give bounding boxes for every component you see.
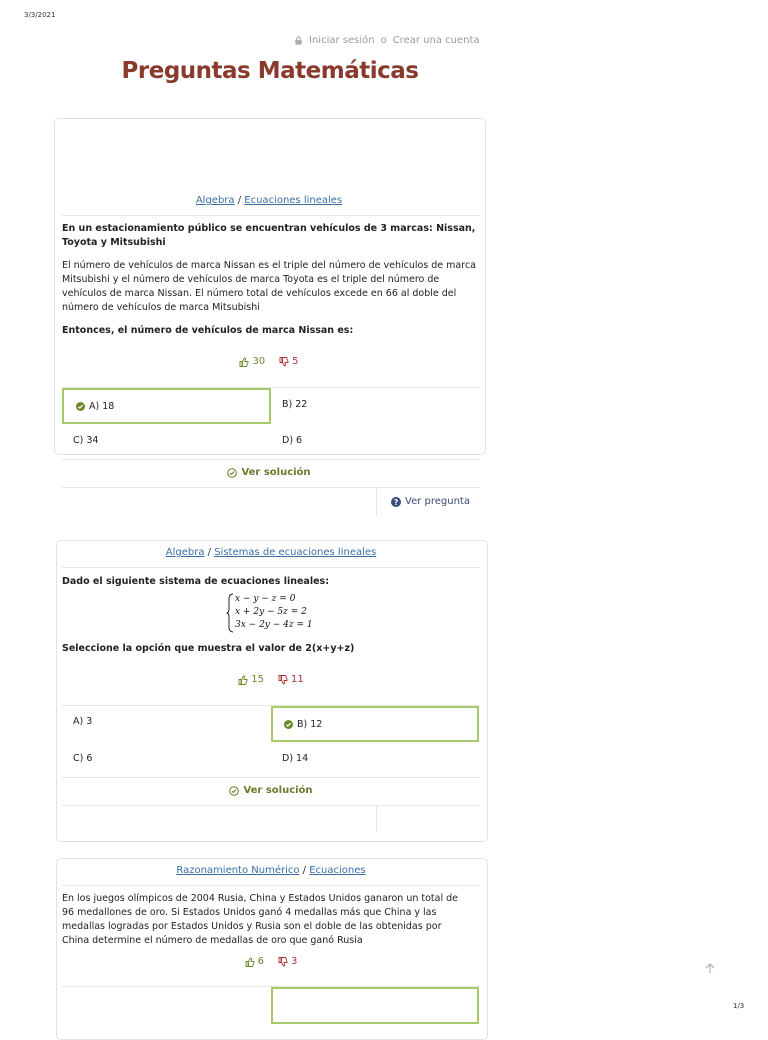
print-page-number: 1/3 (733, 1002, 745, 1010)
breadcrumb: Razonamiento Numérico / Ecuaciones (176, 865, 366, 876)
thumbs-down-icon (278, 957, 288, 967)
divider (62, 487, 480, 488)
option-b[interactable] (282, 399, 307, 410)
divider (62, 805, 480, 806)
like-count: 6 (257, 956, 264, 967)
thumbs-down-icon (278, 675, 288, 685)
like-count: 30 (252, 356, 266, 367)
thumbs-up-icon (238, 675, 248, 685)
site-title[interactable]: Preguntas Matemáticas (121, 58, 419, 84)
equation-1: x − y − z = 0 (235, 594, 296, 604)
breadcrumb: Algebra / Sistemas de ecuaciones lineales (165, 547, 377, 558)
lock-icon (294, 36, 303, 45)
breadcrumb: Algebra / Ecuaciones lineales (195, 195, 343, 206)
question-body: En los juegos olímpicos de 2004 Rusia, China y Estados Unidos ganaron un total de 96 medallones de oro. Si Estados Unidos ganó 4 medallas más que China y las medallas logradas por Estados Unidos y Rusia son el doble de las obtenidas por China determine el número de medallas de oro que ganó Rusia (62, 893, 458, 946)
login-link[interactable]: Iniciar sesión (309, 35, 375, 46)
arrow-up-icon[interactable] (704, 962, 716, 974)
votes (54, 356, 484, 367)
option-label: C) 6 (73, 753, 93, 764)
question-intro: Dado el siguiente sistema de ecuaciones lineales: (62, 576, 329, 587)
breadcrumb-category[interactable]: Algebra (165, 547, 205, 558)
like-button[interactable] (239, 356, 265, 367)
thumbs-up-icon (239, 357, 249, 367)
equation-3: 3x − 2y − 4z = 1 (235, 620, 313, 630)
divider (62, 777, 480, 778)
breadcrumb-category[interactable]: Algebra (195, 195, 235, 206)
option-label: B) 22 (282, 399, 308, 410)
question-prompt: Seleccione la opción que muestra el valor de 2(x+y+z) (62, 643, 355, 654)
like-button[interactable] (245, 956, 264, 967)
view-solution-button[interactable] (54, 467, 484, 478)
dislike-button[interactable] (278, 674, 304, 685)
dislike-count: 3 (291, 956, 298, 967)
check-circle-icon (284, 720, 293, 729)
dislike-button[interactable] (279, 356, 298, 367)
breadcrumb-topic[interactable]: Ecuaciones (309, 865, 366, 876)
option-label: B) 12 (297, 718, 323, 730)
equation-system (226, 593, 346, 633)
votes (56, 674, 486, 685)
dislike-button[interactable] (278, 956, 297, 967)
question-body: El número de vehículos de marca Nissan es el triple del número de vehículos de marca Mitsubishi y el número de vehículos de marca Toyota es el triple del número de vehículos de marca Nissan. El número total de vehículos excede en 66 al doble del número de vehículos de marca Mitsubishi (62, 260, 476, 313)
question-intro: En un estacionamiento público se encuentran vehículos de 3 marcas: Nissan, Toyota y Mitsubishi (62, 223, 476, 248)
like-button[interactable] (238, 674, 264, 685)
option-b-correct[interactable] (271, 706, 479, 742)
check-circle-outline-icon (229, 786, 239, 796)
view-question-label: Ver pregunta (405, 496, 470, 507)
view-solution-label: Ver solución (241, 467, 311, 478)
vertical-divider (376, 806, 377, 832)
option-label: A) 3 (73, 716, 93, 727)
thumbs-down-icon (279, 357, 289, 367)
print-date: 3/3/2021 (24, 11, 56, 19)
option-label: D) 6 (282, 435, 303, 446)
left-brace-icon (226, 593, 234, 633)
like-count: 15 (251, 674, 264, 685)
divider (62, 215, 480, 216)
vertical-divider (376, 488, 377, 516)
login-separator: o (380, 35, 387, 46)
option-c[interactable] (73, 753, 92, 764)
option-d[interactable] (282, 753, 308, 764)
breadcrumb-category[interactable]: Razonamiento Numérico (176, 865, 300, 876)
divider (62, 885, 480, 886)
divider (62, 459, 480, 460)
votes (56, 956, 486, 967)
question-prompt: Entonces, el número de vehículos de marca Nissan es: (62, 325, 354, 336)
option-c[interactable] (73, 435, 98, 446)
check-circle-outline-icon (227, 468, 237, 478)
option-label: A) 18 (89, 400, 115, 412)
thumbs-up-icon (245, 957, 255, 967)
view-solution-button[interactable] (56, 785, 486, 796)
dislike-count: 5 (292, 356, 299, 367)
login-bar (294, 35, 480, 46)
divider (62, 567, 480, 568)
dislike-count: 11 (291, 674, 304, 685)
question-circle-icon (391, 497, 401, 507)
option-d[interactable] (282, 435, 302, 446)
check-circle-icon (76, 402, 85, 411)
svg-text:?: ? (393, 497, 399, 507)
breadcrumb-topic[interactable]: Sistemas de ecuaciones lineales (214, 547, 377, 558)
option-label: D) 14 (282, 753, 309, 764)
option-correct-partial[interactable] (271, 987, 479, 1024)
option-label: C) 34 (73, 435, 99, 446)
option-a-correct[interactable] (62, 388, 271, 424)
option-a[interactable] (73, 716, 92, 727)
view-solution-label: Ver solución (243, 785, 313, 796)
register-link[interactable]: Crear una cuenta (392, 35, 480, 46)
breadcrumb-topic[interactable]: Ecuaciones lineales (244, 195, 343, 206)
equation-2: x + 2y − 5z = 2 (235, 607, 307, 617)
view-question-link[interactable] (391, 496, 470, 507)
